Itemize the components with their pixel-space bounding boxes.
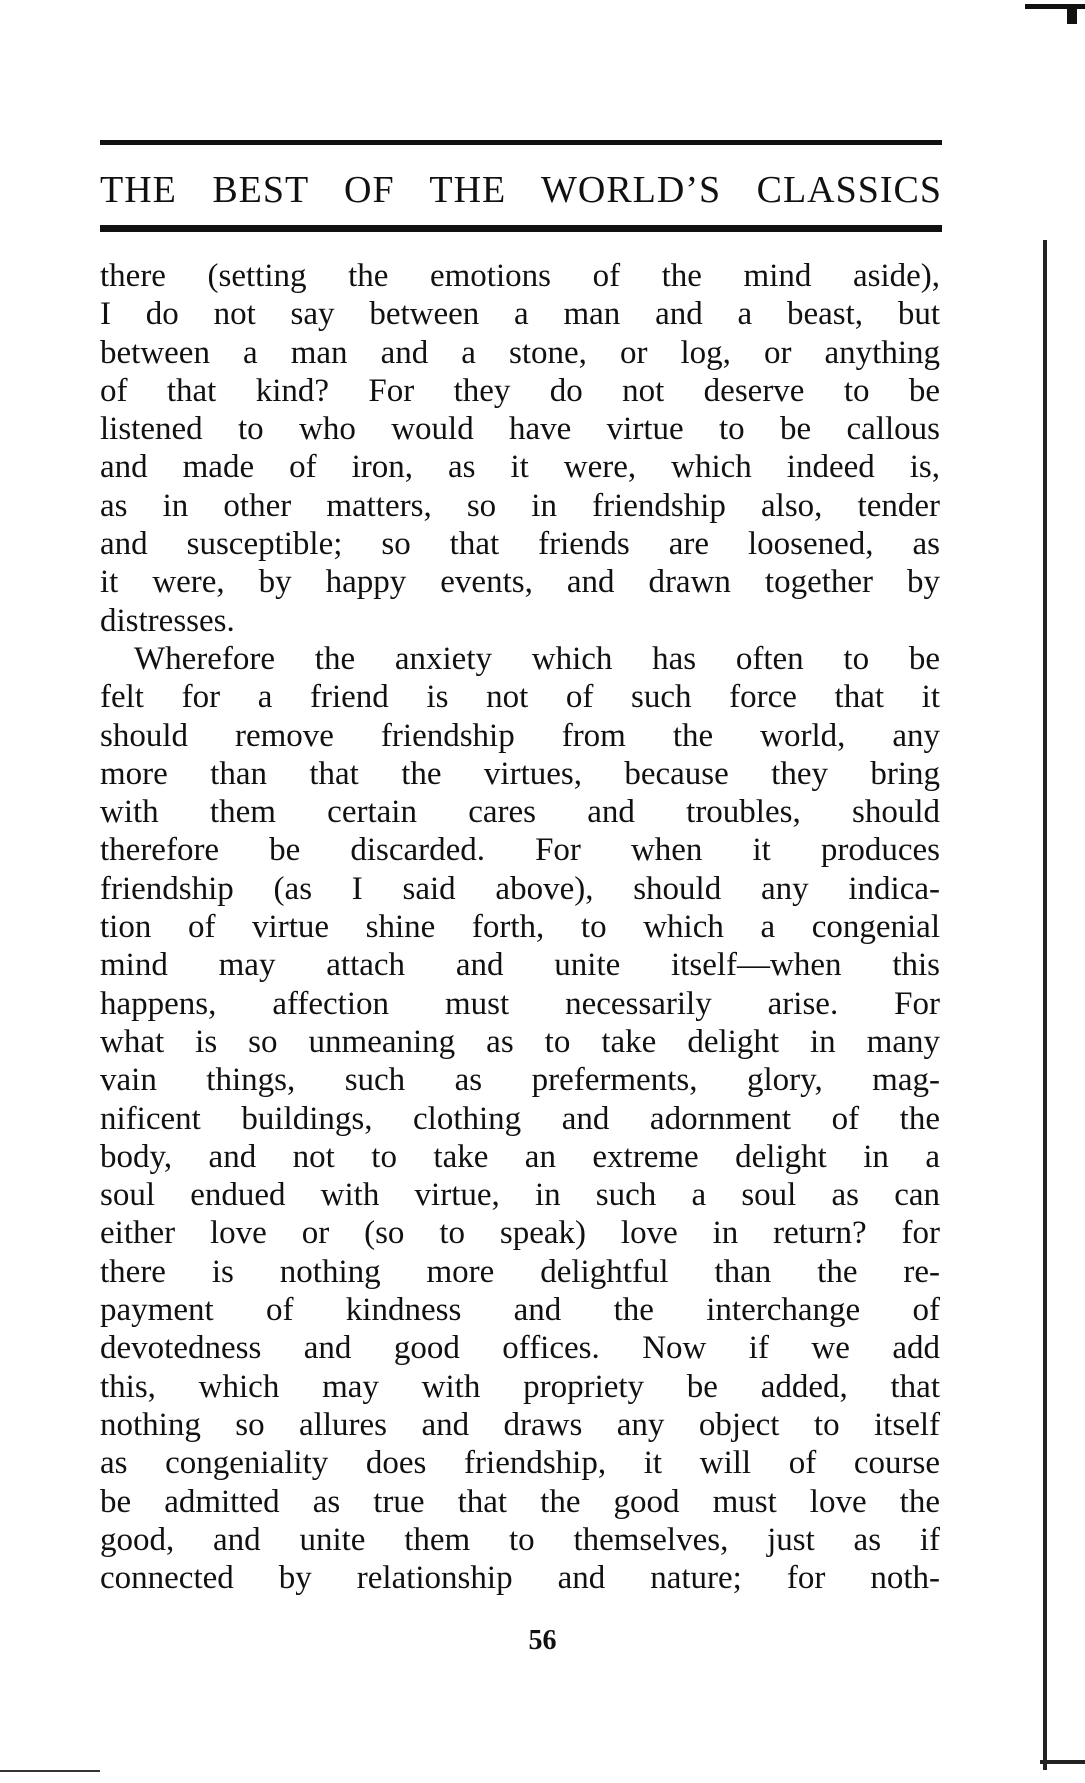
text-line: happens, affection must necessarily arise. For bbox=[100, 985, 940, 1022]
text-line: nificent buildings, clothing and adornment of the bbox=[100, 1100, 940, 1137]
text-line: what is so unmeaning as to take delight in many bbox=[100, 1023, 940, 1060]
text-line: more than that the virtues, because they bring bbox=[100, 755, 940, 792]
corner-mark bbox=[1025, 0, 1085, 24]
text-line: as in other matters, so in friendship also, tender bbox=[100, 487, 940, 524]
text-line: as congeniality does friendship, it will of course bbox=[100, 1445, 940, 1482]
text-line: body, and not to take an extreme delight in a bbox=[100, 1138, 940, 1175]
text-line: of that kind? For they do not deserve to be bbox=[100, 372, 940, 409]
text-line: good, and unite them to themselves, just as if bbox=[100, 1521, 940, 1558]
text-line: should remove friendship from the world, any bbox=[100, 717, 940, 754]
text-line: it were, by happy events, and drawn together by bbox=[100, 564, 940, 601]
text-line: there is nothing more delightful than the re- bbox=[100, 1253, 940, 1290]
text-line: there (setting the emotions of the mind aside), bbox=[100, 258, 940, 294]
text-line: with them certain cares and troubles, should bbox=[100, 794, 940, 831]
text-line: felt for a friend is not of such force that it bbox=[100, 679, 940, 716]
text-line: mind may attach and unite itself—when this bbox=[100, 947, 940, 984]
text-line: listened to who would have virtue to be callous bbox=[100, 411, 940, 448]
text-line: I do not say between a man and a beast, but bbox=[100, 296, 940, 333]
text-line: devotedness and good offices. Now if we add bbox=[100, 1330, 940, 1367]
text-line: tion of virtue shine forth, to which a congenial bbox=[100, 909, 940, 946]
text-line: this, which may with propriety be added, that bbox=[100, 1368, 940, 1405]
header-rule-bottom bbox=[100, 225, 942, 232]
text-line: distresses. bbox=[100, 602, 235, 639]
text-line: friendship (as I said above), should any indica- bbox=[100, 870, 940, 907]
text-line: and susceptible; so that friends are loosened, as bbox=[100, 526, 940, 563]
paragraph-start-line: Wherefore the anxiety which has often to be bbox=[134, 640, 940, 677]
text-line: be admitted as true that the good must love the bbox=[100, 1483, 940, 1520]
text-line: soul endued with virtue, in such a soul as can bbox=[100, 1177, 940, 1214]
page-number: 56 bbox=[528, 1625, 557, 1656]
text-line: vain things, such as preferments, glory, mag- bbox=[100, 1062, 940, 1099]
text-line: nothing so allures and draws any object to itself bbox=[100, 1406, 940, 1443]
header-rule-top bbox=[100, 140, 942, 145]
text-line: payment of kindness and the interchange of bbox=[100, 1292, 940, 1329]
running-head: THE BEST OF THE WORLD’S CLASSICS bbox=[100, 169, 942, 211]
left-foot-mark bbox=[0, 1770, 100, 1772]
text-line: connected by relationship and nature; for noth- bbox=[100, 1560, 940, 1597]
page-edge-foot bbox=[1040, 1760, 1085, 1764]
body-text bbox=[100, 257, 940, 1597]
page-edge-line bbox=[1043, 240, 1047, 1770]
text-line: therefore be discarded. For when it produces bbox=[100, 832, 940, 869]
text-line: between a man and a stone, or log, or anything bbox=[100, 334, 940, 371]
text-line: either love or (so to speak) love in return? for bbox=[100, 1215, 940, 1252]
text-line: and made of iron, as it were, which indeed is, bbox=[100, 449, 940, 486]
